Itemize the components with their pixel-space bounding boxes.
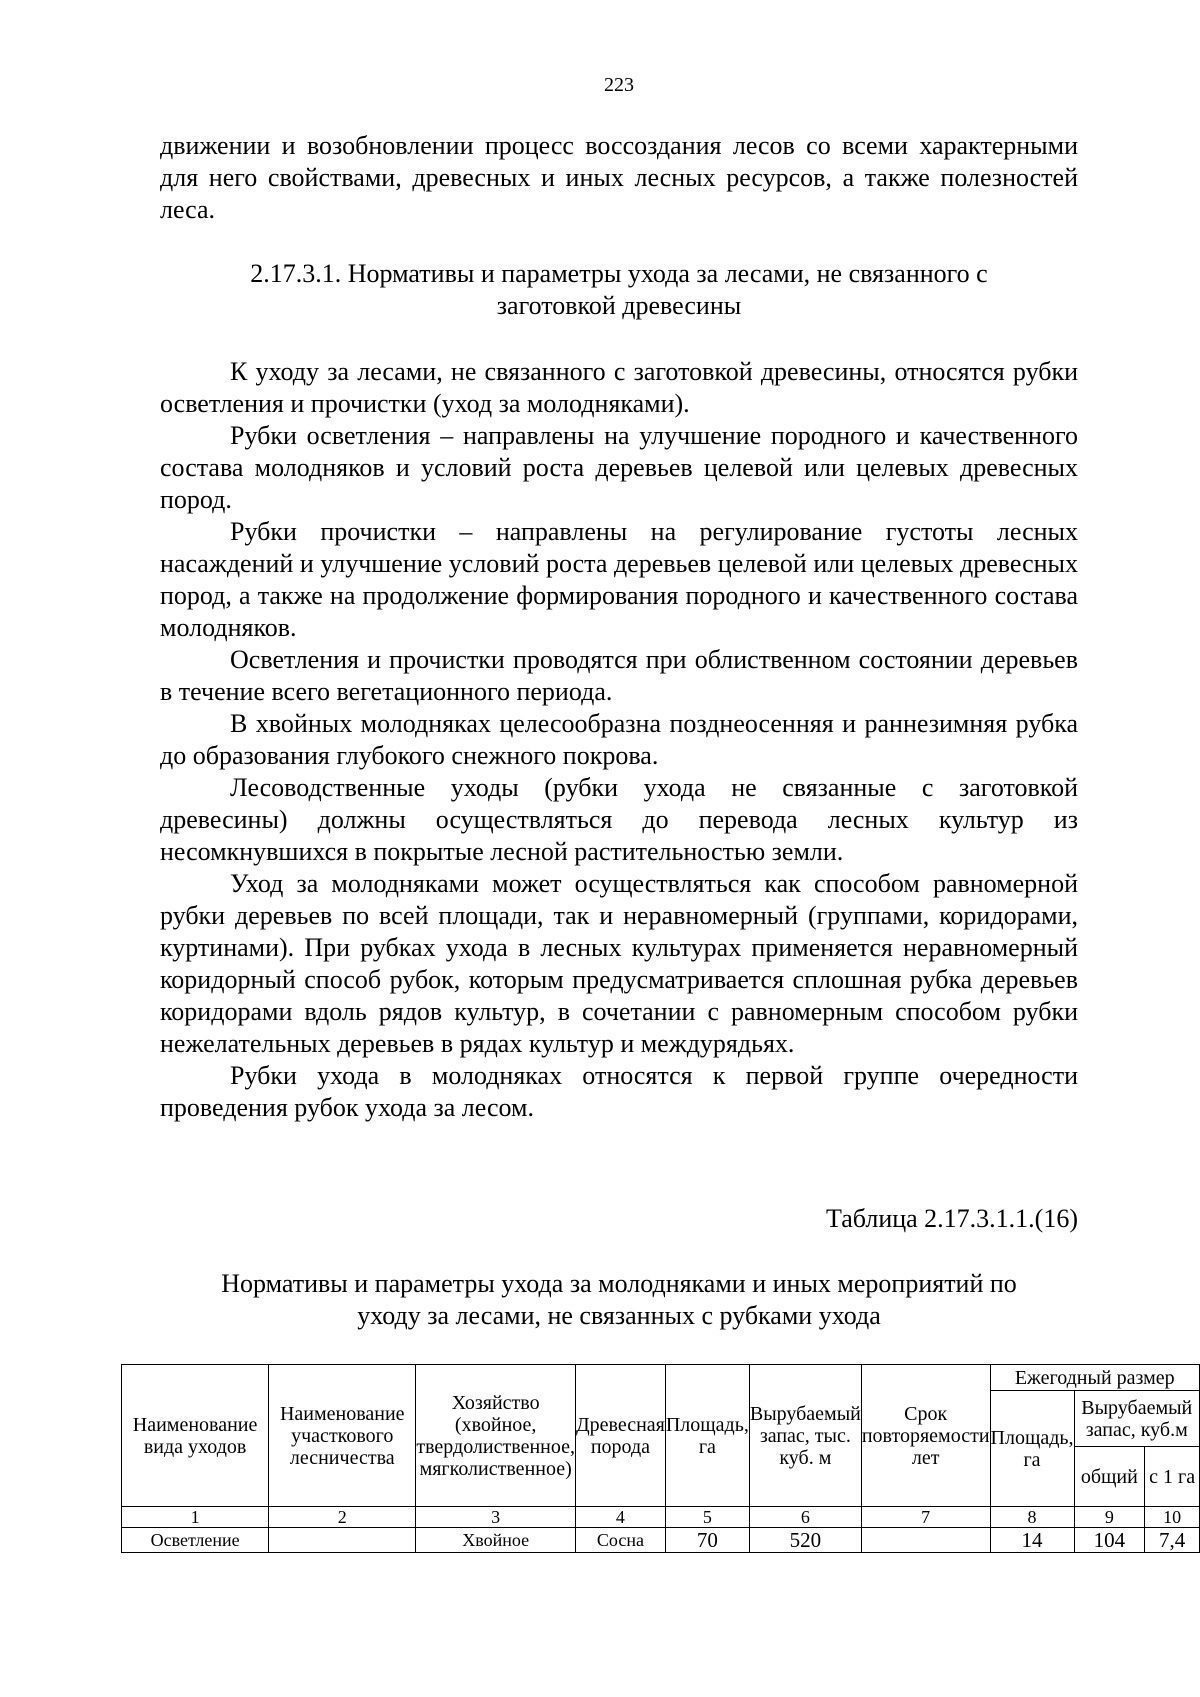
header-total: общий (1074, 1447, 1145, 1507)
column-number: 4 (575, 1507, 665, 1528)
header-type: Наименование вида уходов (122, 1365, 269, 1507)
paragraph: В хвойных молодняках целесообразна позднеосенняя и раннезимняя рубка до образования глубокого снежного покрова. (160, 709, 1078, 770)
cell-farm: Хвойное (416, 1528, 576, 1553)
paragraph: Рубки осветления – направлены на улучшение породного и качественного состава молодняков и условий роста деревьев целевой или целевых древесных пород. (160, 421, 1078, 514)
cell-period (861, 1528, 990, 1553)
cell-per-ha: 7,4 (1145, 1528, 1200, 1553)
table-title-line-2: уходу за лесами, не связанных с рубками ухода (357, 1301, 881, 1330)
section-heading (160, 258, 1078, 322)
paragraph: Лесоводственные уходы (рубки ухода не связанные с заготовкой древесины) должны осуществляться до перевода лесных культур из несомкнувшихся в покрытые лесной растительностью земли. (160, 773, 1078, 866)
cell-area: 70 (665, 1528, 749, 1553)
cell-annual-area: 14 (990, 1528, 1074, 1553)
cell-volume: 520 (749, 1528, 861, 1553)
header-farm: Хозяйство (хвойное, твердолиственное, мягколиственное) (416, 1365, 576, 1507)
header-species: Древесная порода (575, 1365, 665, 1507)
column-number: 6 (749, 1507, 861, 1528)
header-area: Площадь, га (665, 1365, 749, 1507)
header-annual-area: Площадь, га (990, 1391, 1074, 1507)
cell-type: Осветление (122, 1528, 269, 1553)
header-period: Срок повторяемости лет (861, 1365, 990, 1507)
column-number: 8 (990, 1507, 1074, 1528)
column-number: 9 (1074, 1507, 1145, 1528)
column-number: 5 (665, 1507, 749, 1528)
paragraph: Уход за молодняками может осуществляться как способом равномерной рубки деревьев по всей площади, так и неравномерный (группами, коридорами, куртинами). При рубках ухода в лесных культурах применяется неравномерный коридорный способ рубок, которым предусматривается сплошная рубка деревьев коридорами вдоль рядов культур, в сочетании с равномерным способом рубки нежелательных деревьев в рядах культур и междурядьях. (160, 869, 1078, 1058)
cell-forestry (269, 1528, 416, 1553)
section-heading-line-2: заготовкой древесины (496, 291, 742, 320)
intro-paragraph: движении и возобновлении процесс воссоздания лесов со всеми характерными для него свойствами, древесных и иных лесных ресурсов, а также полезностей леса. (160, 131, 1078, 224)
cell-species: Сосна (575, 1528, 665, 1553)
header-annual: Ежегодный размер (990, 1365, 1199, 1391)
cell-total: 104 (1074, 1528, 1145, 1553)
paragraph: Осветления и прочистки проводятся при облиственном состоянии деревьев в течение всего вегетационного периода. (160, 645, 1078, 706)
column-number: 10 (1145, 1507, 1200, 1528)
paragraph: К уходу за лесами, не связанного с заготовкой древесины, относятся рубки осветления и прочистки (уход за молодняками). (160, 357, 1078, 418)
header-forestry: Наименование участкового лесничества (269, 1365, 416, 1507)
header-cut-volume: Вырубаемый запас, куб.м (1074, 1391, 1199, 1447)
header-per-ha: с 1 га (1145, 1447, 1200, 1507)
column-number: 1 (122, 1507, 269, 1528)
table-row (122, 1528, 1200, 1553)
paragraph: Рубки ухода в молодняках относятся к первой группе очередности проведения рубок ухода за лесом. (160, 1061, 1078, 1122)
header-volume: Вырубаемый запас, тыс. куб. м (749, 1365, 861, 1507)
page-number: 223 (604, 74, 634, 96)
column-number: 3 (416, 1507, 576, 1528)
column-number: 7 (861, 1507, 990, 1528)
table-title-line-1: Нормативы и параметры ухода за молодняками и иных мероприятий по (221, 1269, 1017, 1298)
body-paragraphs (160, 356, 1078, 1124)
table-header-row (122, 1365, 1200, 1391)
column-number-row (122, 1507, 1200, 1528)
table-label: Таблица 2.17.3.1.1.(16) (825, 1204, 1078, 1233)
column-number: 2 (269, 1507, 416, 1528)
paragraph: Рубки прочистки – направлены на регулирование густоты лесных насаждений и улучшение условий роста деревьев целевой или целевых древесных пород, а также на продолжение формирования породного и качественного состава молодняков. (160, 517, 1078, 642)
table-title (160, 1268, 1078, 1332)
norms-table (121, 1364, 1200, 1553)
section-heading-line-1: 2.17.3.1. Нормативы и параметры ухода за лесами, не связанного с (250, 259, 988, 288)
